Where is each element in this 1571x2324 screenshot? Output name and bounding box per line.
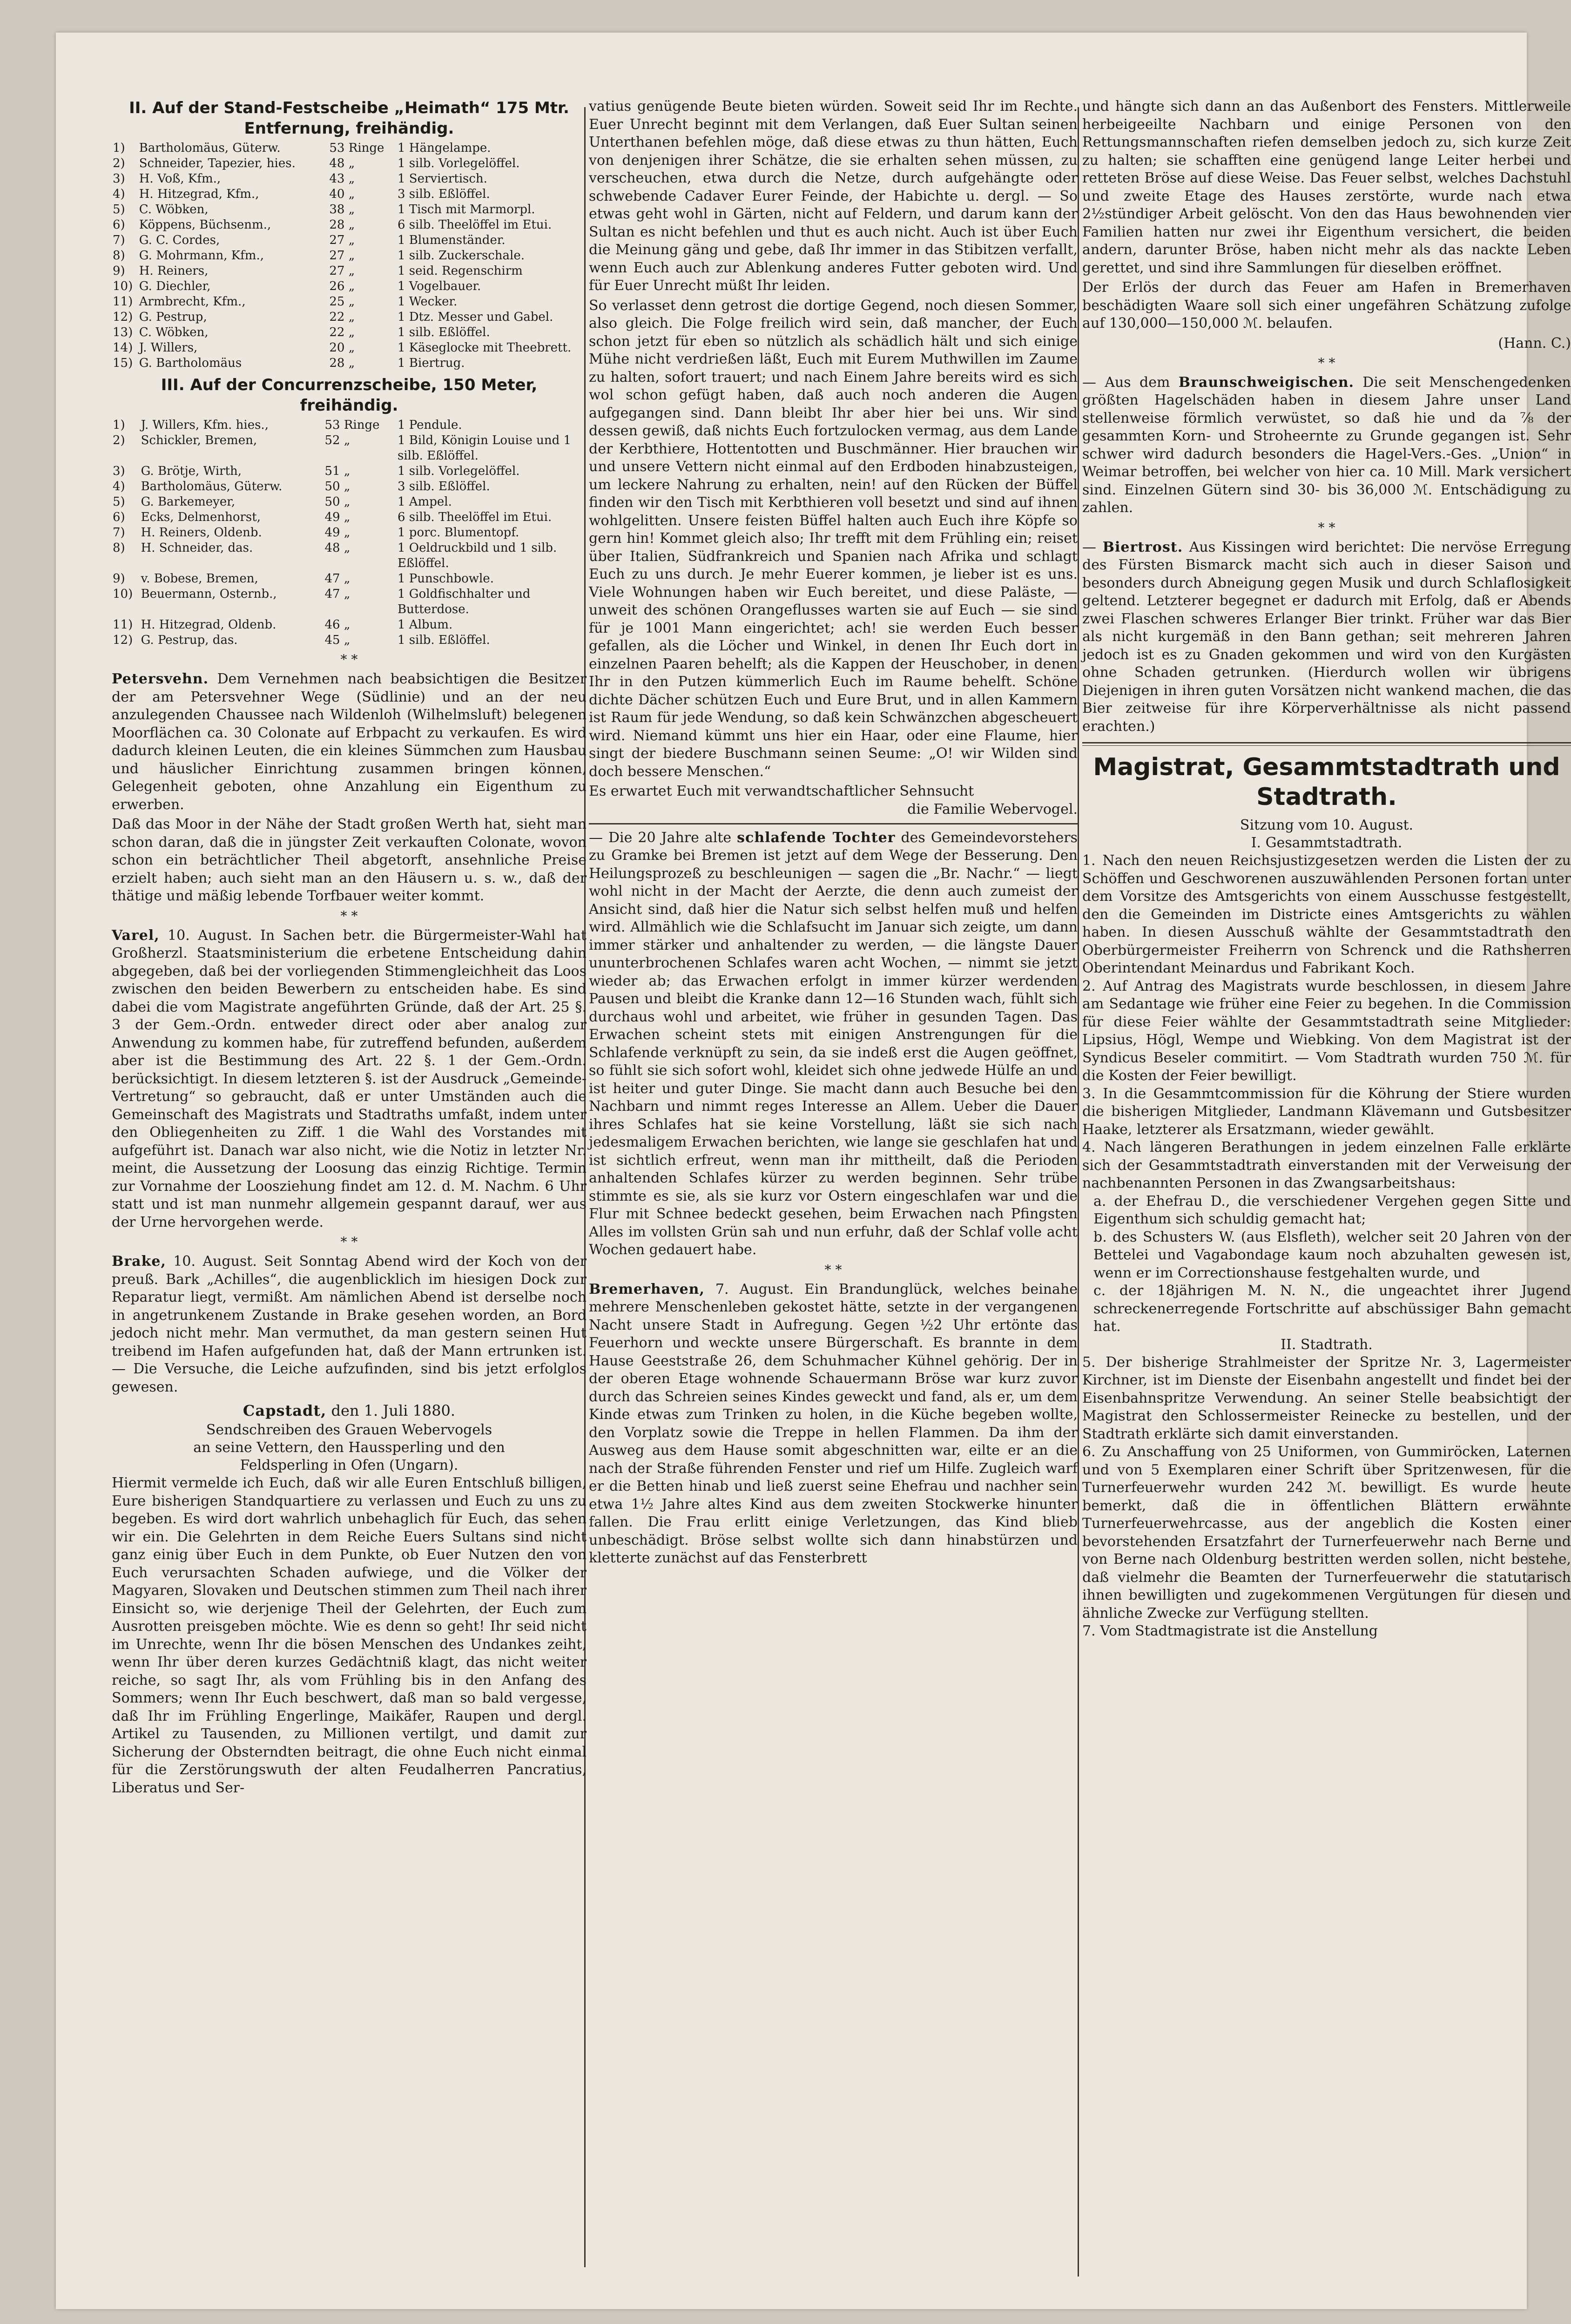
cell-rank: 3) [113, 172, 125, 186]
article-body: Aus Kissingen wird berichtet: Die nervöse Erregung des Fürsten Bismarck macht sich auch in dieser Saison und besonders durch Abneigung gegen Musik und durch Schlaflosigkeit geltend. Letzterer begegnet er dadurch mit Erfolg, daß er Abends zwei Flaschen schweres Erlanger Bier trinkt. Früher war das Bier als nicht kurgemäß in den Bann gethan; seit mehreren Jahren jedoch ist es zu Gnaden gekommen und wird von den Kurgästen ohne Schaden getrunken. (Hierdurch wollen wir übrigens Diejenigen in ihren guten Vorsätzen nicht wankend machen, die das Bier zeitweise für ihre Körperverhältnisse als nicht passend erachten.) [1082, 539, 1571, 735]
letter-subtitle: an seine Vettern, den Haussperling und den [193, 1439, 505, 1456]
article-place: Brake, [112, 1253, 166, 1270]
table-row [112, 187, 587, 202]
cell-prize: 1 Bild, Königin Louise und 1 silb. Eßlöffel. [398, 433, 572, 463]
subsection-heading: II. Stadtrath. [1281, 1336, 1373, 1353]
cell-rank: 10) [113, 587, 133, 601]
cell-rings: 48 „ [324, 541, 351, 555]
table-row [112, 633, 587, 648]
cell-rank: 4) [113, 480, 125, 493]
separator-stars: * * [340, 908, 358, 924]
cell-rings: 50 „ [324, 495, 351, 509]
table-row [112, 279, 587, 294]
cell-shooter-name: G. Brötje, Wirth, [141, 464, 242, 478]
cell-prize: 3 silb. Eßlöffel. [398, 480, 490, 493]
table-row [112, 494, 587, 510]
article-body: 7. August. Ein Brandunglück, welches beinahe mehrere Menschenleben gekostet hätte, setzte in der vergangenen Nacht unsere Stadt in Aufregung. Gegen ½2 Uhr ertönte das Feuerhorn und weckte unsere Bürgerschaft. Es brannte in dem Hause Geeststraße 26, dem Schuhmacher Kühnel gehörig. Der in der oberen Etage wohnende Schauermann Bröse war kurz zuvor durch das Schreien seines Kindes geweckt und fand, als er, um dem Kinde etwas zum Trinken zu holen, in die Küche begeben wollte, den Vorplatz sowie die Treppe in hellen Flammen. Da ihm der Ausweg aus dem Hause somit abgeschnitten war, eilte er an die nach der Straße führenden Fenster und rief um Hilfe. Zugleich warf er die Betten hinab und ließ zuerst seine Ehefrau und nachher sein etwa 1½ Jahre altes Kind aus dem zweiten Stockwerke hinunter fallen. Die Frau erlitt einige Verletzungen, das Kind blieb unbeschädigt. Bröse selbst wollte sich dann hinabstürzen und kletterte zunächst auf das Fensterbrett [589, 1281, 1078, 1566]
cell-shooter-name: G. Pestrup, das. [141, 633, 238, 647]
cell-rings: 47 „ [324, 587, 351, 601]
table-row [112, 156, 587, 171]
article-paragraph: So verlasset denn getrost die dortige Gegend, noch diesen Sommer, also gleich. Die Folge freilich wird sein, daß mancher, der Euch schon jetzt für eben so nützlich als schädlich hält und sich einige Mühe nicht verdrießen läßt, Euch mit Eurem Muthwillen im Zaume zu halten, sofort trauert; und nach Einem Jahre bereits wird es sich wol schon gefügt haben, daß auch noch anderen die Augen aufgegangen sind. Dann bleibt Ihr aber hier bei uns. Wir sind dessen gewiß, daß nichts Euch fortzulocken vermag, aus dem Lande der Kerbthiere, Hottentotten und Buschmänner. Hier brauchen wir und unsere Vettern nicht einmal auf den Erdboden hinabzusteigen, um leckere Nahrung zu erhalten, nein! auf den Rücken der Büffel finden wir den Tisch mit Kerbthieren voll besetzt und sind auf ihnen wohlgelitten. Unsere feisten Büffel halten auch Euch ihre Köpfe so gern hin! Kommet gleich also; Ihr trefft mit dem Frühling ein; reiset über Italien, Südfrankreich und Spanien nach Afrika und schlagt Euch zu uns durch. Je mehr Euerer kommen, je lieber ist es uns. Viele Wohnungen haben wir Euch bereitet, und diese Paläste, — unweit des schönen Orangeflusses warten sie auf Euch — sie sind für je 1001 Mann eingerichtet; ach! sie werden Euch besser gefallen, als die Löcher und Winkel, in denen Ihr Euch dort in einzelnen Paaren behelft; als die Kappen der Heuschober, in denen Ihr in den Putzen kümmerlich Euch im Raume behelft. Schöne dichte Dächer schützen Euch und Eure Brut, und in allen Kammern ist Raum für jede Wendung, so daß kein Schwänzchen abgescheuert wird. Niemand kümmt uns hier ein Haar, oder eine Flaume, hier singt der biedere Buschmann seinen Seume: „O! wir Wilden sind doch bessere Menschen.“ [589, 297, 1078, 780]
minutes-item: 7. Vom Stadtmagistrate ist die Anstellung [1082, 1623, 1378, 1639]
table-row [112, 263, 587, 279]
cell-rings: 22 „ [329, 310, 355, 324]
cell-prize: 1 porc. Blumentopf. [398, 526, 519, 540]
minutes-subitem: c. der 18jährigen M. N. N., die ungeachtet ihrer Jugend schreckenerregende Fortschritte auf abschüssiger Bahn gemacht hat. [1093, 1283, 1571, 1335]
cell-rings: 46 „ [324, 618, 351, 632]
cell-rank: 13) [113, 325, 133, 339]
divider [589, 823, 1078, 824]
separator-stars: * * [340, 652, 358, 667]
cell-rank: 6) [113, 218, 125, 232]
article-lead: — [1082, 539, 1096, 555]
cell-shooter-name: Schneider, Tapezier, hies. [139, 156, 296, 170]
table-row [112, 525, 587, 540]
article-body: des Gemeindevorstehers zu Gramke bei Bremen ist jetzt auf dem Wege der Besserung. Den Heilungsprozeß zu beschleunigen — sagen die „Br. Nachr.“ — liegt wohl nicht in der Macht der Aerzte, die denn auch zumeist der Ansicht sind, daß hier die Natur sich selbst helfen muß und helfen wird. Allmählich wie die Schlafsucht im Januar sich zeigte, um dann immer stärker und anhaltender zu werden, — die längste Dauer ununterbrochenen Schlafes waren acht Wochen, — nimmt sie jetzt wieder ab; das Erwachen erfolgt in immer kürzer werdenden Pausen und bleibt die Kranke dann 12—16 Stunden wach, fühlt sich durchaus wohl und arbeitet, wie früher in gesunden Tagen. Das Erwachen scheint stets mit einigen Anstrengungen für die Schlafende verknüpft zu sein, da sie indeß erst die Augen geöffnet, so fühlt sie sich sofort wohl, kleidet sich ohne jedwede Hülfe an und ist heiter und guter Dinge. Sie macht dann auch Besuche bei den Nachbarn und nimmt reges Interesse an Allem. Ueber die Dauer ihres Schlafes hat sie keine Vorstellung, läßt sie sich nach jedesmaligem Erwachen berichten, wie lange sie geschlafen hat und ist sichtlich erfreut, wenn man ihr mittheilt, daß die Perioden anhaltenden Schlafes kürzer zu werden beginnen. Sehr trübe stimmte es sie, als sie kurz vor Ostern eingeschlafen war und die Flur mit Schnee bedeckt gesehen, beim Erwachen nach Pfingsten Alles im vollsten Grün sah und nun erfuhr, daß der Schlaf volle acht Wochen gedauert habe. [589, 829, 1078, 1258]
cell-shooter-name: H. Hitzegrad, Oldenb. [141, 618, 276, 632]
cell-rank: 12) [113, 310, 133, 324]
table-row [112, 310, 587, 325]
cell-prize: 1 silb. Vorlegelöffel. [398, 464, 520, 478]
table-row [112, 171, 587, 187]
cell-prize: 1 Blumenständer. [398, 233, 506, 247]
cell-shooter-name: Ecks, Delmenhorst, [141, 510, 261, 524]
table-row [112, 418, 587, 433]
cell-shooter-name: C. Wöbken, [139, 325, 209, 339]
minutes-subitem: a. der Ehefrau D., die verschiedener Vergehen gegen Sitte und Eigenthum sich schuldig gemacht hat; [1093, 1193, 1571, 1227]
table-row [112, 233, 587, 248]
column-1 [112, 98, 587, 2277]
cell-rank: 9) [113, 572, 125, 586]
minutes-item: 4. Nach längeren Berathungen in jedem einzelnen Falle erklärte sich der Gesammtstadtrath einverstanden mit der Verweisung der nachbenannten Personen in das Zwangsarbeitshaus: [1082, 1139, 1571, 1191]
cell-shooter-name: G. Mohrmann, Kfm., [139, 249, 264, 263]
cell-rings: 52 „ [324, 433, 351, 447]
cell-rings: 51 „ [324, 464, 351, 478]
cell-rank: 8) [113, 249, 125, 263]
cell-shooter-name: G. Pestrup, [139, 310, 207, 324]
subsection-heading: I. Gesammtstadtrath. [1251, 835, 1402, 851]
cell-rings: 27 „ [329, 249, 355, 263]
cell-prize: 1 Dtz. Messer und Gabel. [398, 310, 553, 324]
cell-shooter-name: H. Voß, Kfm., [139, 172, 221, 186]
letter-signature: die Familie Webervogel. [907, 801, 1078, 817]
article-place: Braunschweigischen. [1178, 374, 1354, 391]
minutes-item: 6. Zu Anschaffung von 25 Uniformen, von Gummiröcken, Laternen und von 5 Exemplaren einer Schrift über Spritzenwesen, für die Turnerfeuerwehr wurden 242 ℳ. bewilligt. Es wurde heute bemerkt, daß die in öffentlichen Blättern erwähnte Turnerfeuerwehrcasse, aus der angeblich die Kosten einer bevorstehenden Ersatzfahrt der Turnerfeuerwehr nach Berne und von Berne nach Oldenburg bestritten werden sollen, nicht bestehe, daß vielmehr die Beamten der Turnerfeuerwehr die statutarisch ihnen bewilligten und zugekommenen Vergütungen für diesen und ähnliche Zwecke zur Verfügung stellten. [1082, 1444, 1571, 1621]
article-place: Biertrost. [1102, 539, 1183, 555]
cell-rings: 28 „ [329, 218, 355, 232]
cell-prize: 1 Hängelampe. [398, 141, 491, 155]
cell-shooter-name: Bartholomäus, Güterw. [141, 480, 283, 493]
article-lead: — Die 20 Jahre alte [589, 829, 732, 846]
cell-rank: 12) [113, 633, 133, 647]
cell-rank: 6) [113, 510, 125, 524]
cell-prize: 1 Wecker. [398, 295, 458, 309]
cell-rings: 49 „ [324, 510, 351, 524]
cell-rank: 15) [113, 356, 133, 370]
table-row [112, 202, 587, 217]
cell-prize: 1 Ampel. [398, 495, 452, 509]
minutes-item: 1. Nach den neuen Reichsjustizgesetzen werden die Listen der zu Schöffen und Geschworenen auszuwählenden Personen fortan unter dem Vorsitze des Amtsgerichts von einem Ausschusse festgestellt, den die Gemeinden im Districte eines Amtsgerichts zu wählen haben. In diesen Ausschuß wählte der Gesammtstadtrath den Oberbürgermeister Freiherrn von Schrenck und die Rathsherren Oberintendant Meinardus und Fabrikant Koch. [1082, 852, 1571, 976]
article-place: Capstadt, [243, 1402, 327, 1419]
article-body: Dem Vernehmen nach beabsichtigen die Besitzer der am Petersvehner Wege (Südlinie) und an der neu anzulegenden Chaussee nach Wildenloh (Wilhelmsluft) belegenen Moorflächen ca. 30 Colonate auf Erbpacht zu verkaufen. Es wird dadurch kleinen Leuten, die ein kleines Sümmchen zum Hausbau und häuslicher Einrichtung zusammen bringen können, Gelegenheit geboten, ohne Anzahlung ein Eigenthum zu erwerben. [112, 671, 587, 813]
dateline [112, 1402, 587, 1419]
cell-rings: 27 „ [329, 233, 355, 247]
newspaper-page [56, 33, 1571, 2309]
article-body: Die seit Menschengedenken größten Hagelschäden haben in diesem Jahre unser Land stellenweise förmlich verwüstet, so daß hie und da ⅞ der gesammten Korn- und Stroheernte zu Grunde gegangen ist. Sehr schwer wird dadurch besonders die Hagel-Vers.-Ges. „Union“ in Weimar betroffen, bei welcher von hier ca. 10 Mill. Mark versichert sind. Einzelnen Gütern sind 30- bis 36,000 ℳ. Entschädigung zu zahlen. [1082, 374, 1571, 516]
table-row [112, 464, 587, 479]
table-row [112, 479, 587, 494]
article [112, 927, 587, 1232]
cell-prize: 1 Album. [398, 618, 453, 632]
cell-rings: 27 „ [329, 264, 355, 278]
section-heading: II. Auf der Stand-Festscheibe „Heimath“ 175 Mtr. Entfernung, freihändig. [129, 99, 569, 138]
cell-rank: 7) [113, 526, 125, 540]
table-row [112, 141, 587, 156]
cell-prize: 1 Punschbowle. [398, 572, 494, 586]
cell-prize: 1 Oeldruckbild und 1 silb. Eßlöffel. [398, 541, 557, 570]
cell-rank: 10) [113, 279, 133, 293]
table-row [112, 340, 587, 356]
cell-rank: 3) [113, 464, 125, 478]
separator-stars: * * [340, 1234, 358, 1250]
session-date: Sitzung vom 10. August. [1240, 817, 1414, 833]
table-row [112, 587, 587, 617]
cell-rank: 11) [113, 295, 133, 309]
table-row [112, 540, 587, 571]
double-divider [1082, 742, 1571, 746]
cell-shooter-name: H. Schneider, das. [141, 541, 253, 555]
cell-rings: 25 „ [329, 295, 355, 309]
cell-rank: 7) [113, 233, 125, 247]
cell-prize: 6 silb. Theelöffel im Etui. [398, 218, 552, 232]
cell-rank: 2) [113, 433, 125, 447]
cell-rank: 1) [113, 141, 125, 155]
cell-rings: 26 „ [329, 279, 355, 293]
section-masthead: Magistrat, Gesammtstadtrath und Stadtrath. [1093, 753, 1560, 811]
separator-stars: * * [1318, 355, 1335, 371]
cell-rings: 53 Ringe [324, 418, 380, 432]
table-row [112, 510, 587, 525]
cell-rings: 28 „ [329, 356, 355, 370]
cell-rings: 48 „ [329, 156, 355, 170]
cell-prize: 1 Serviertisch. [398, 172, 487, 186]
cell-rank: 11) [113, 618, 133, 632]
cell-prize: 1 silb. Zuckerschale. [398, 249, 525, 263]
separator-stars: * * [1318, 520, 1335, 535]
letter-subtitle: Feldsperling in Ofen (Ungarn). [240, 1457, 458, 1473]
table-row [112, 294, 587, 310]
article-body: Hiermit vermelde ich Euch, daß wir alle Euren Entschluß billigen, Eure bisherigen Standquartiere zu verlassen und Euch zu uns zu begeben. Es wird dort wahrlich unbehaglich für Euch, das sehen wir ein. Die Gelehrten in dem Reiche Euers Sultans sind nicht ganz einig über Euch in dem Punkte, ob Euer Nutzen den von Euch verursachten Schaden aufwiege, und die Völker der Magyaren, Slovaken und Deutschen stimmen zum Theil nach ihrer Einsicht so, wie derjenige Theil der Gelehrten, der Euch zum Ausrotten preisgeben möchte. Wie es denn so geht! Ihr seid nicht im Unrechte, wenn Ihr die bösen Menschen des Undankes zeiht, wenn Ihr über deren kurzes Gedächtniß klagt, das nicht weiter reiche, so sagt Ihr, als vom Frühling bis in den Anfang des Sommers; wenn Ihr Euch beschwert, daß man so bald vergesse, daß Ihr im Frühling Engerlinge, Maikäfer, Raupen und dergl. Artikel zu Tausenden, zu Millionen vertilgt, und damit zur Sicherung der Obsterndten beitragt, die ohne Euch nicht einmal für die Zerstörungswuth der alten Feudalherren Pancratius, Liberatus und Ser- [112, 1475, 587, 1796]
cell-prize: 1 seid. Regenschirm [398, 264, 523, 278]
cell-rings: 50 „ [324, 480, 351, 493]
table-row [112, 571, 587, 587]
cell-rings: 22 „ [329, 325, 355, 339]
article [1082, 374, 1571, 517]
table-row [112, 356, 587, 371]
cell-prize: 1 Pendule. [398, 418, 462, 432]
cell-shooter-name: J. Willers, Kfm. hies., [141, 418, 269, 432]
article-title: schlafende Tochter [737, 829, 896, 846]
cell-prize: 3 silb. Eßlöffel. [398, 187, 490, 201]
minutes-item: 5. Der bisherige Strahlmeister der Spritze Nr. 3, Lagermeister Kirchner, ist im Dienste der Eisenbahn angestellt und findet bei der Eisenbahnspritze Verwendung. An seiner Stelle beabsichtigt der Magistrat den Schlossermeister Reinecke zu bestellen, und der Stadtrath erklärte sich damit einverstanden. [1082, 1354, 1571, 1442]
cell-rank: 14) [113, 341, 133, 355]
table-row [112, 433, 587, 464]
article-body: 10. August. Seit Sonntag Abend wird der Koch von der preuß. Bark „Achilles“, die augenblicklich im hiesigen Dock zur Reparatur liegt, vermißt. Am nämlichen Abend ist derselbe noch in angetrunkenem Zustande in Brake gesehen worden, an Bord jedoch nicht mehr. Man vermuthet, da man gestern seinen Hut treibend im Hafen aufgefunden hat, daß der Mann ertrunken ist. — Die Versuche, die Leiche aufzufinden, sind bis jetzt erfolglos gewesen. [112, 1253, 587, 1395]
table-row [112, 617, 587, 633]
cell-rank: 4) [113, 187, 125, 201]
article [1082, 539, 1571, 736]
cell-shooter-name: Bartholomäus, Güterw. [139, 141, 281, 155]
cell-prize: 1 silb. Vorlegelöffel. [398, 156, 520, 170]
cell-rank: 1) [113, 418, 125, 432]
cell-rank: 9) [113, 264, 125, 278]
article [112, 670, 587, 814]
cell-shooter-name: v. Bobese, Bremen, [141, 572, 258, 586]
cell-prize: 1 Tisch mit Marmorpl. [398, 203, 535, 216]
article-date: den 1. Juli 1880. [331, 1402, 456, 1419]
cell-shooter-name: Beuermann, Osternb., [141, 587, 277, 601]
article-paragraph: vatius genügende Beute bieten würden. Soweit seid Ihr im Rechte. Euer Unrecht beginnt mit dem Verlangen, daß Euer Sultan seinen Unterthanen befehlen möge, daß diese etwas zu thun hätten, Euch von denjenigen ihrer Schätze, die sie erhalten sehen müssen, zu verscheuchen, etwa durch die Netze, durch aufgehängte oder schwebende Cadaver Eurer Feinde, der Habichte u. dergl. — So etwas geht wohl in Gärten, nicht auf Feldern, und darum kann der Sultan es nicht befehlen und thut es auch nicht. Auch ist über Euch die Meinung gäng und gebe, daß Ihr immer in das Stibitzen verfallt, wenn Euch auch zur Ablenkung anderes Futter geboten wird. Und für Euer Unrecht müßt Ihr leiden. [589, 98, 1078, 294]
cell-shooter-name: H. Reiners, Oldenb. [141, 526, 262, 540]
cell-shooter-name: Armbrecht, Kfm., [139, 295, 246, 309]
cell-rings: 43 „ [329, 172, 355, 186]
letter-closing: Es erwartet Euch mit verwandtschaftlicher Sehnsucht [589, 783, 974, 799]
table-row [112, 217, 587, 233]
separator-stars: * * [824, 1262, 842, 1277]
cell-rank: 5) [113, 203, 125, 216]
column-2 [589, 98, 1078, 2286]
article-paragraph: Daß das Moor in der Nähe der Stadt großen Werth hat, sieht man schon daran, daß die in jüngster Zeit verkauften Colonate, wovon schon ein beträchtlicher Theil abgetorft, ansehnliche Preise erzielt haben; auch sieht man an den Häusern u. s. w., daß der thätige und mäßig lebende Torfbauer weiter kommt. [112, 816, 587, 904]
column-3 [1082, 98, 1571, 2295]
cell-shooter-name: H. Hitzegrad, Kfm., [139, 187, 259, 201]
cell-prize: 1 silb. Eßlöffel. [398, 325, 490, 339]
cell-rings: 45 „ [324, 633, 351, 647]
prize-table-3 [112, 418, 587, 648]
cell-prize: 6 silb. Theelöffel im Etui. [398, 510, 552, 524]
cell-shooter-name: G. Barkemeyer, [141, 495, 236, 509]
article-place: Petersvehn. [112, 671, 209, 687]
cell-shooter-name: J. Willers, [139, 341, 198, 355]
cell-shooter-name: G. Diechler, [139, 279, 211, 293]
cell-shooter-name: C. Wöbken, [139, 203, 209, 216]
cell-rings: 40 „ [329, 187, 355, 201]
letter-subtitle: Sendschreiben des Grauen Webervogels [206, 1422, 492, 1438]
article [589, 1281, 1078, 1567]
cell-rank: 8) [113, 541, 125, 555]
article-place: Varel, [112, 927, 160, 944]
cell-shooter-name: Schickler, Bremen, [141, 433, 257, 447]
table-row [112, 325, 587, 340]
cell-shooter-name: H. Reiners, [139, 264, 209, 278]
cell-rings: 38 „ [329, 203, 355, 216]
cell-rings: 20 „ [329, 341, 355, 355]
article-body: 10. August. In Sachen betr. die Bürgermeister-Wahl hat Großherzl. Staatsministerium die erbetene Entscheidung dahin abgegeben, daß bei der vorliegenden Stimmengleichheit das Loos zwischen den beiden Bewerbern zu entscheiden habe. Es sind dabei die vom Magistrate angeführten Gründe, daß der Art. 25 §. 3 der Gem.-Ordn. entweder direct oder aber analog zur Anwendung zu kommen habe, für zutreffend befunden, außerdem aber ist die Bestimmung des Art. 22 §. 1 der Gem.-Ordn. berücksichtigt. In diesem letzteren §. ist der Ausdruck „Gemeinde-Vertretung“ so gebraucht, daß er unter Umständen auch die Gemeinschaft des Magistrats und Stadtraths umfaßt, indem unter den Obliegenheiten zu Ziff. 1 die Wahl des Vorstandes mit aufgeführt ist. Danach war also nicht, wie die Notiz in letzter Nr. meint, die Aussetzung der Loosung das einzig Richtige. Termin zur Vornahme der Loosziehung findet am 12. d. M. Nachm. 6 Uhr statt und ist man nunmehr allgemein gespannt darauf, wer aus der Urne hervorgehen werde. [112, 927, 587, 1230]
cell-rank: 2) [113, 156, 125, 170]
minutes-item: 3. In die Gesammtcommission für die Köhrung der Stiere wurden die bisherigen Mitglieder, Landmann Klävemann und Gutsbesitzer Haake, letzterer als Ersatzmann, wieder gewählt. [1082, 1085, 1571, 1138]
cell-prize: 1 silb. Eßlöffel. [398, 633, 490, 647]
cell-rings: 53 Ringe [329, 141, 384, 155]
article-paragraph: und hängte sich dann an das Außenbort des Fensters. Mittlerweile herbeigeeilte Nachbarn und einige Personen von den Rettungsmannschaften riefen demselben jedoch zu, sich kurze Zeit zu halten; sie schafften eine genügend lange Leiter herbei und retteten Bröse auf diese Weise. Das Feuer selbst, welches Dachstuhl und zweite Etage des Hauses zerstörte, wurde nach etwa 2½stündiger Arbeit gelöscht. Von den das Haus bewohnenden vier Familien hatten nur zwei ihr Eigenthum versichert, die beiden andern, darunter Bröse, haben nicht mehr als das nackte Leben gerettet, und sind ihre Sammlungen für dieselben eröffnet. [1082, 98, 1571, 276]
section-heading: III. Auf der Concurrenzscheibe, 150 Meter, freihändig. [161, 376, 538, 415]
cell-rank: 5) [113, 495, 125, 509]
minutes-subitem: b. des Schusters W. (aus Elsfleth), welcher seit 20 Jahren von der Bettelei und Vagabondage kaum noch abzuhalten gewesen ist, wenn er im Correctionshause festgehalten wurde, und [1093, 1229, 1571, 1281]
cell-shooter-name: G. Bartholomäus [139, 356, 242, 370]
cell-prize: 1 Käseglocke mit Theebrett. [398, 341, 572, 355]
prize-table-2 [112, 141, 587, 371]
article [589, 829, 1078, 1259]
cell-shooter-name: Köppens, Büchsenm., [139, 218, 271, 232]
source-credit: (Hann. C.) [1498, 335, 1571, 351]
column-rule [1078, 107, 1079, 2277]
minutes-item: 2. Auf Antrag des Magistrats wurde beschlossen, in diesem Jahre am Sedantage wie früher eine Feier zu begehen. In die Commission für diese Feier wählte der Gesammtstadtrath seine Mitglieder: Lipsius, Högl, Wempe und Wiebking. Von dem Magistrat ist der Syndicus Beseler commitirt. — Vom Stadtrath wurden 750 ℳ. für die Kosten der Feier bewilligt. [1082, 978, 1571, 1084]
cell-shooter-name: G. C. Cordes, [139, 233, 220, 247]
article [112, 1253, 587, 1396]
cell-rings: 49 „ [324, 526, 351, 540]
article-paragraph: Der Erlös der durch das Feuer am Hafen in Bremerhaven beschädigten Waare soll sich einer ungefähren Schätzung zufolge auf 130,000—150,000 ℳ. belaufen. [1082, 279, 1571, 331]
article-place: Bremerhaven, [589, 1281, 705, 1297]
cell-prize: 1 Biertrug. [398, 356, 465, 370]
cell-rings: 47 „ [324, 572, 351, 586]
cell-prize: 1 Goldfischhalter und Butterdose. [398, 587, 531, 616]
table-row [112, 248, 587, 263]
cell-prize: 1 Vogelbauer. [398, 279, 481, 293]
article-lead: — Aus dem [1082, 374, 1170, 391]
